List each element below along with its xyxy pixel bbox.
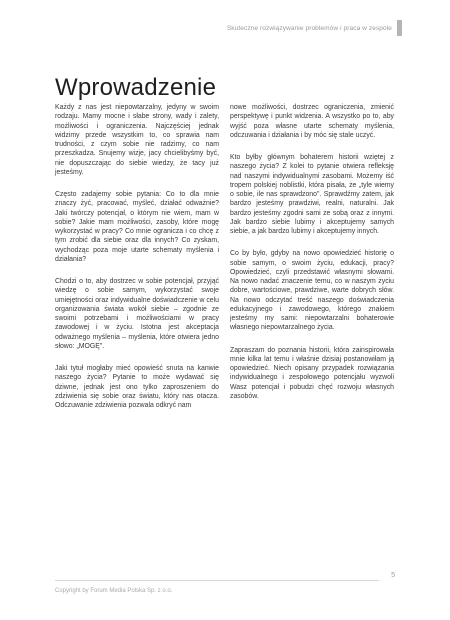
paragraph: nowe możliwości, dostrzec ograniczenia, zmienić perspektywę i punkt widzenia. A wszystko po to, aby wyjść poza własne utarte schematy myślenia, odczuwania i działania i by móc się stale uczyć. [230,104,394,139]
paragraph: Zapraszam do poznania historii, która zainspirowała mnie kilka lat temu i właśnie dzisiaj postanowiłam ją opowiedzieć. Niech opisany przypadek rozwiązania indywidualnego i zespołowego potencjału wyzwoli Wasz potencjał i pobudzi chęć rozwoju własnych zasobów. [230,346,394,400]
footer-copyright: Copyright by Forum Media Polska Sp. z o.o. [55,588,173,594]
page-number: 5 [391,572,395,579]
running-header: Skuteczne rozwiązywanie problemów i praca w zespole [226,25,392,32]
paragraph: Często zadajemy sobie pytania: Co to dla mnie znaczy żyć, pracować, myśleć, działać odważnie? Jaki twórczy potencjał, o którym nie wiem, mam w sobie? Jakie mam możliwości, zasoby, które mogę wykorzystać w pracy? Co mnie ogranicza i co chcę z tym zrobić dla siebie oraz dla innych? Co zyskam, wychodząc poza moje utarte schematy myślenia i działania? [55,191,219,263]
page-title: Wprowadzenie [55,74,217,102]
paragraph: Jaki tytuł mogłaby mieć opowieść snuta na kanwie naszego życia? Pytanie to może wydawać się dziwne, jednak jest ono tylko zaproszeniem do zdziwienia się sobie oraz światu, który nas otacza. Odczuwanie zdziwienia pozwala odkryć nam [55,365,219,409]
header-accent-bar [397,20,402,36]
paragraph: Każdy z nas jest niepowtarzalny, jedyny w swoim rodzaju. Mamy mocne i słabe strony, wady i zalety, możliwości i ograniczenia. Najczęściej jednak widzimy przede wszystkim to, co sprawia nam trudności, z czym sobie nie radzimy, co nam przeszkadza. Snujemy wizje, jacy chcielibyśmy być, nie dopuszczając do siebie wiedzy, że tacy już jesteśmy. [55,104,219,176]
footer-divider [55,580,379,581]
paragraph: Chodzi o to, aby dostrzec w sobie potencjał, przyjąć wiedzę o sobie samym, wykorzystać swoje umiejętności oraz indywidualne doświadczenie w celu organizowania świata wokół siebie – zgodnie ze swoimi potrzebami i możliwościami w pracy zawodowej i w życiu. Istotna jest akceptacja odważnego myślenia – myślenia, które otwiera jedno słowo: „MOGĘ". [55,278,219,350]
paragraph: Kto byłby głównym bohaterem historii wziętej z naszego życia? Z kolei to pytanie otwiera refleksję nad naszymi indywidualnymi zasobami. Możemy iść tropem polskiej noblistki, która pisała, że „tyle wiemy o sobie, ile nas sprawdzono". Sprawdźmy zatem, jak bardzo jesteśmy prawdziwi, realni, naturalni. Jak bardzo jesteśmy zgodni sami ze sobą oraz z innymi. Jak bardzo siebie lubimy i akceptujemy samych siebie, a jak bardzo lubimy i akceptujemy innych. [230,154,394,235]
right-column [230,103,394,414]
left-column [55,103,219,423]
paragraph: Co by było, gdyby na nowo opowiedzieć historię o sobie samym, o swoim życiu, edukacji, pracy? Opowiedzieć, czyli przedstawić własnymi słowami. Na nowo nadać znaczenie temu, co w naszym życiu dobre, wartościowe, prawdziwe, warte dobrych słów. Na nowo odczytać treść naszego doświadczenia edukacyjnego i zawodowego, którego znakiem jesteśmy my sami: niepowtarzalni bohaterowie własnego niepowtarzalnego życia. [230,250,394,332]
